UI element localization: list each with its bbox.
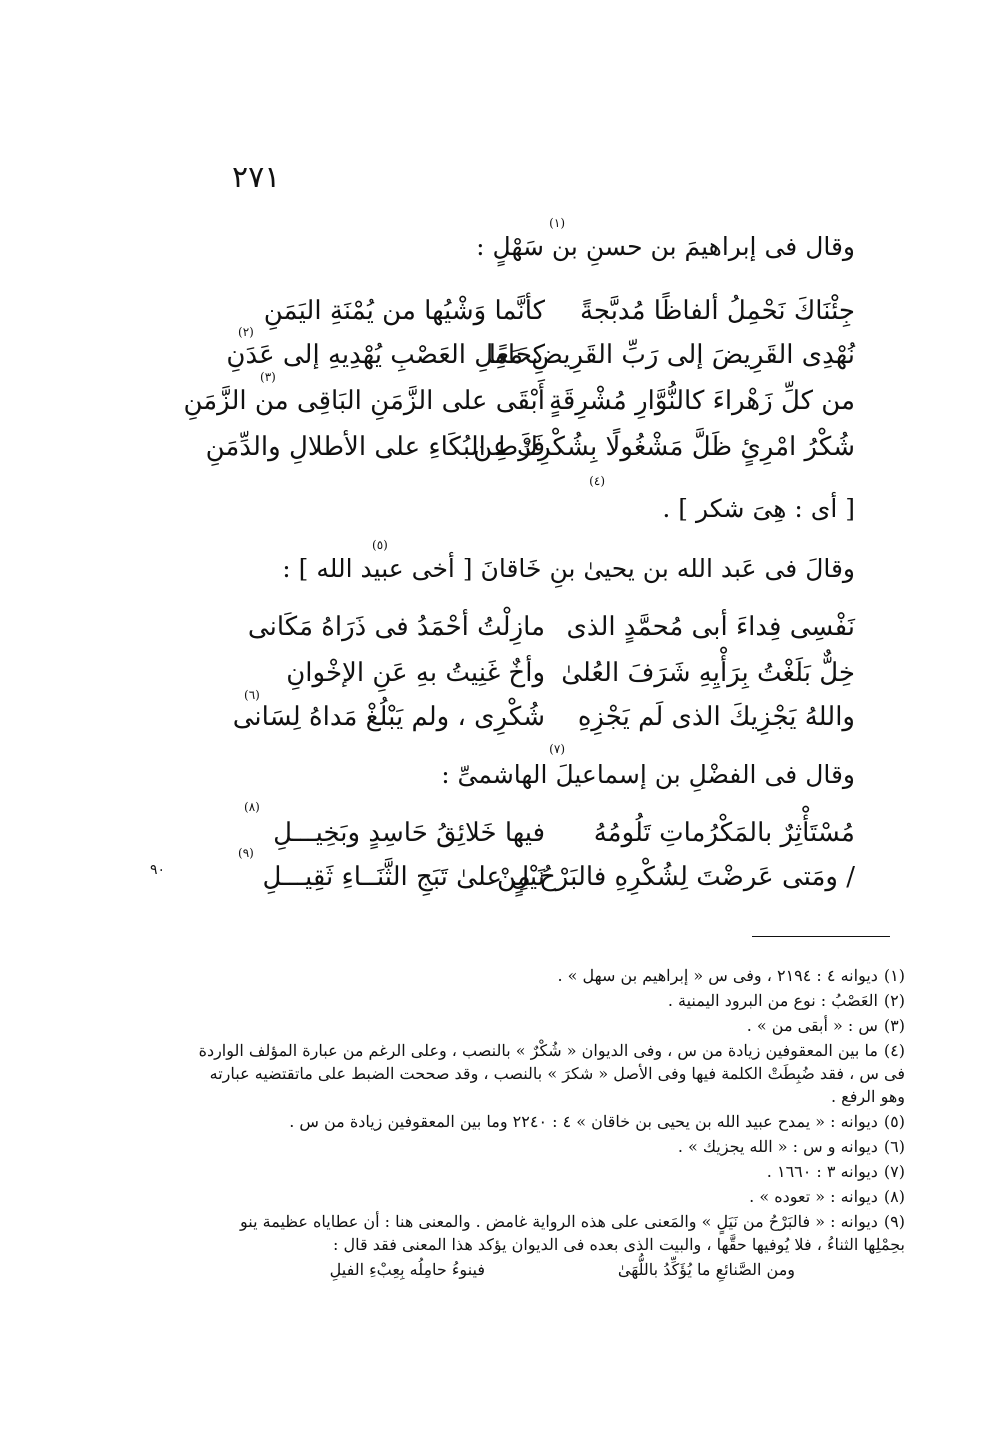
verse-line <box>225 658 855 702</box>
footnote-item <box>197 1135 905 1158</box>
verse-line <box>205 432 855 476</box>
footnote-text: ديوانه ٣ : ١٦٦٠ . <box>766 1162 878 1181</box>
footnote-number: (٧) <box>883 1162 905 1181</box>
footnote-marker: (٦) <box>244 688 260 702</box>
footnote-number: (٤) <box>883 1041 905 1060</box>
first-hemistich: من كلِّ زَهْراءَ كالنُّوَّارِ مُشْرِقَةٍ <box>548 386 855 416</box>
first-hemistich: / ومَتى عَرضْتَ لِشُكْرِهِ فالبَرْحُ مِنْ <box>497 862 855 892</box>
footnote-number: (٦) <box>883 1137 905 1156</box>
footnote-marker: (٥) <box>372 538 388 552</box>
footnote-number: (٨) <box>883 1187 905 1206</box>
footnote-marker: (٤) <box>589 474 605 488</box>
first-hemistich: شُكْرُ امْرِئٍ ظَلَّ مَشْغُولًا بِشُكْرِكَ عن <box>473 432 855 462</box>
second-hemistich: وأخٌ غَنِيتُ بهِ عَنِ الإخْوانِ <box>286 658 545 688</box>
footnote-item <box>197 1014 905 1037</box>
second-hemistich: شُكْرِى ، ولم يَبْلُغْ مَداهُ لِسَانى <box>232 702 545 732</box>
first-hemistich: مُسْتَأْثِرٌ بالمَكْرُماتِ تَلُومُهُ <box>593 818 855 848</box>
footnote-marker: (٢) <box>238 325 254 339</box>
footnote-item <box>197 1185 905 1208</box>
margin-page-number: ٩٠ <box>150 862 166 878</box>
first-hemistich: خِلٌّ بَلَغْتُ بِرَأْيِهِ شَرَفَ العُلىٰ <box>561 658 855 688</box>
footnote-number: (١) <box>883 966 905 985</box>
verse-line <box>183 386 855 430</box>
footnote-item <box>197 964 905 987</box>
verse-line <box>225 818 855 862</box>
second-hemistich: أَبْقَى على الزَّمَنِ البَاقِى من الزَّمَنِ <box>183 386 545 416</box>
footnote-number: (٥) <box>883 1112 905 1131</box>
verse-line <box>225 702 855 746</box>
second-hemistich: فينوءُ حامِلُه بِعِبْءِ الفيلِ <box>329 1260 485 1279</box>
footnote-number: (٢) <box>883 991 905 1010</box>
footnote-text: ما بين المعقوفين زيادة من س ، وفى الديوان « شُكْرٌ » بالنصب ، وعلى الرغم من عبارة المؤلف الواردة فى س ، فقد ضُبِطَتْ الكلمة فيها وفى الأصل « شكرَ » بالنصب ، وقد صححت الضبط على ماتقتضيه عبارته وهو الرفع . <box>198 1041 905 1106</box>
footnote-item <box>197 989 905 1012</box>
verse-line <box>225 612 855 656</box>
second-hemistich: مازِلْتُ أحْمَدُ فى ذَرَاهُ مَكَانى <box>247 612 545 642</box>
footnote-item <box>197 1160 905 1183</box>
footnote-marker: (١) <box>549 216 565 230</box>
footnote-item <box>197 1210 905 1256</box>
footnote-item <box>197 1110 905 1133</box>
footnote-text: العَصْبُ : نوع من البرود اليمنية . <box>667 991 878 1010</box>
second-hemistich: كحَامِلِ العَصْبِ يُهْدِيهِ إلى عَدَنِ <box>226 340 545 370</box>
verse-line <box>225 862 855 906</box>
footnote-marker: (٩) <box>238 846 254 860</box>
footnote-verse <box>197 1258 905 1282</box>
footnote-number: (٣) <box>883 1016 905 1035</box>
first-hemistich: جِئْنَاكَ نَحْمِلُ ألفاظًا مُدبَّجةً <box>579 296 855 326</box>
footnote-text: س : « أبقى من » . <box>746 1016 878 1035</box>
first-hemistich: نُهْدِى القَرِيضَ إلى رَبِّ القَرِيضِ مَعًا <box>488 340 855 370</box>
first-hemistich: نَفْسِى فِداءَ أبى مُحمَّدٍ الذى <box>566 612 855 642</box>
first-hemistich: ومن الصَّنائعِ ما يُؤَكِّدُ باللُّهَىٰ <box>617 1260 795 1279</box>
footnotes <box>197 964 905 1282</box>
footnote-divider <box>752 936 890 937</box>
second-hemistich: كأنَّما وَشْيُها من يُمْنَةِ اليَمَنِ <box>263 296 545 326</box>
footnote-text: ديوانه ٤ : ٢١٩٤ ، وفى س « إبراهيم بن سهل » . <box>557 966 878 985</box>
footnote-text: ديوانه و س : « الله يجزيك » . <box>677 1137 878 1156</box>
second-hemistich: نَيْلٍ علىٰ تَبَجِ الثَّنَــاءِ ثَقِيـــلِ <box>262 862 545 892</box>
footnote-marker: (٣) <box>260 370 276 384</box>
footnote-text: ديوانه : « فالبَرْحُ من نَيَلٍ » والمَعنى على هذه الرواية غامض . والمعنى هنا : أن عطاياه عظيمة ينو بحِمْلِها الثناءُ ، فلا يُوفيها حقَّها ، والبيت الذى بعده فى الديوان يؤكد هذا المعنى فقد قال : <box>239 1212 905 1254</box>
second-hemistich: فَرْطِ البُكَاءِ على الأطلالِ والدِّمَنِ <box>205 432 545 462</box>
footnote-text: ديوانه : « تعوده » . <box>749 1187 878 1206</box>
section-intro: وقال فى الفضْلِ بن إسماعيلَ الهاشمىِّ : <box>441 760 855 789</box>
page-number: ٢٧١ <box>232 160 281 195</box>
section-intro: وقالَ فى عَبد الله بن يحيىٰ بنِ خَاقانَ [ أخى عبيد الله ] : <box>282 554 855 583</box>
first-hemistich: واللهُ يَجْزِيكَ الذى لَم يَجْزِهِ <box>577 702 855 732</box>
verse-line <box>225 340 855 384</box>
verse-line <box>225 296 855 340</box>
footnote-marker: (٧) <box>549 742 565 756</box>
footnote-item <box>197 1039 905 1108</box>
footnote-marker: (٨) <box>244 800 260 814</box>
footnote-number: (٩) <box>883 1212 905 1231</box>
second-hemistich: فيها خَلائِقُ حَاسِدٍ وبَخِيـــلِ <box>273 818 545 848</box>
footnote-text: ديوانه : « يمدح عبيد الله بن يحيى بن خاقان » ٤ : ٢٢٤٠ وما بين المعقوفين زيادة من س . <box>289 1112 878 1131</box>
editor-note: [ أى : هِىَ شكر ] . <box>662 494 855 523</box>
section-intro: وقال فى إبراهيمَ بن حسنِ بن سَهْلٍ : <box>476 232 855 261</box>
